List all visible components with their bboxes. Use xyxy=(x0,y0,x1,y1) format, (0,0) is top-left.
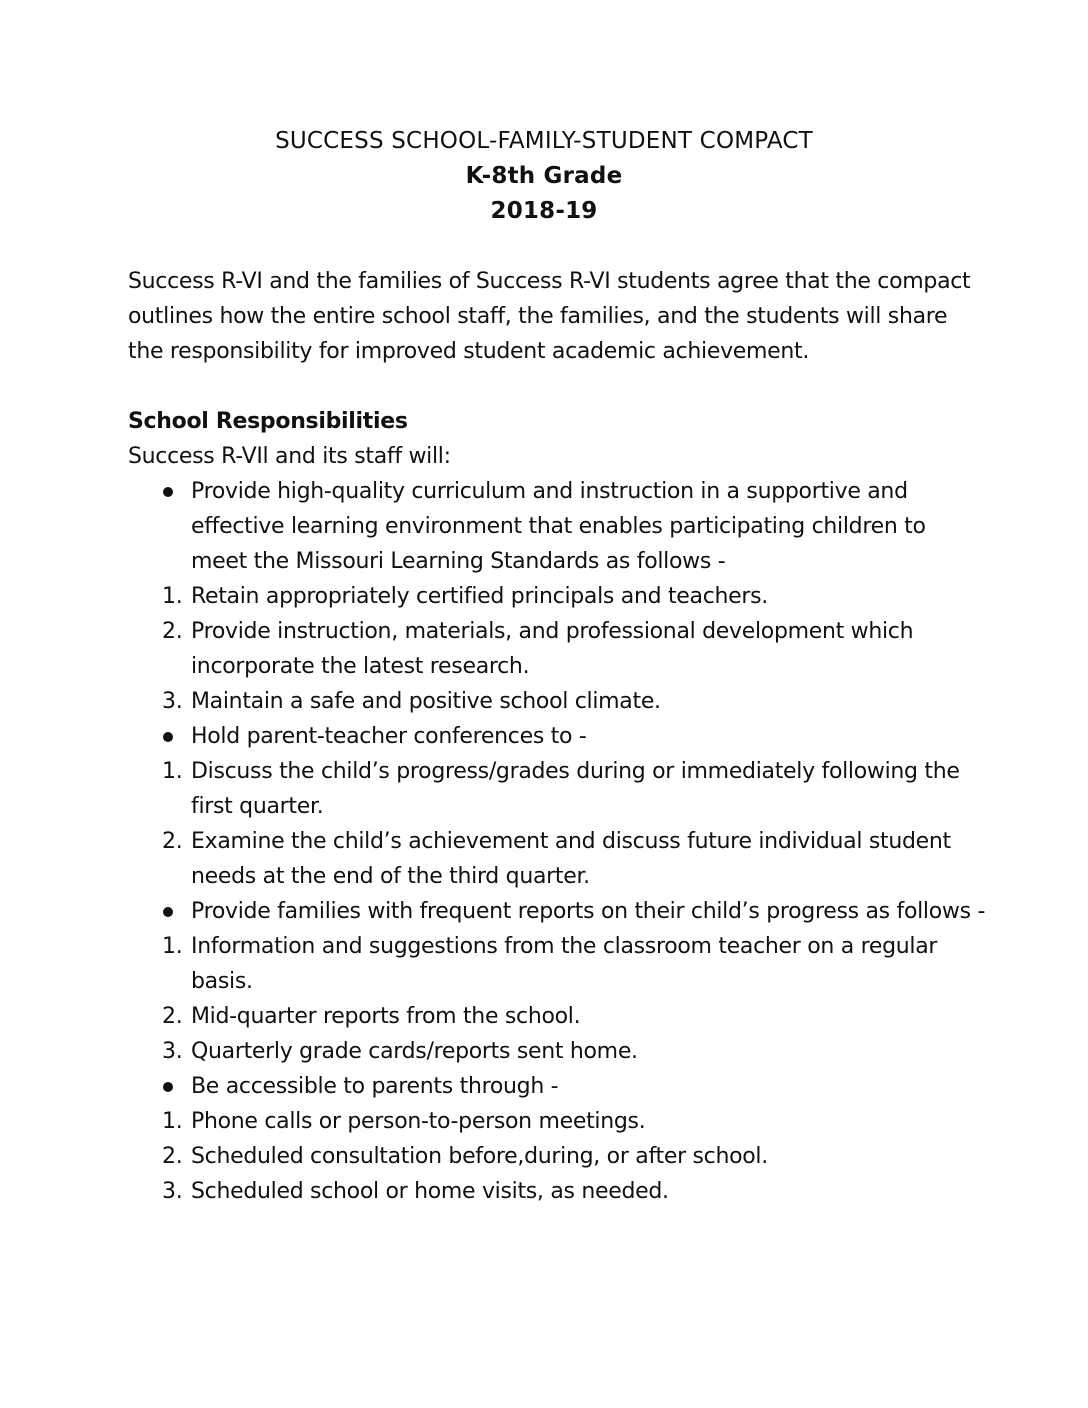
numbered-item xyxy=(128,684,988,719)
document-header xyxy=(0,124,1088,229)
document-body xyxy=(128,264,988,1209)
numbered-item xyxy=(128,754,988,824)
item-number: 2. xyxy=(162,619,183,644)
item-number: 2. xyxy=(162,829,183,854)
bullet-item xyxy=(128,894,988,929)
item-number: 1. xyxy=(162,934,183,959)
item-text: Maintain a safe and positive school climate. xyxy=(191,689,661,714)
item-number: 1. xyxy=(162,759,183,784)
item-number: 2. xyxy=(162,1004,183,1029)
numbered-item xyxy=(128,929,988,999)
item-text: Provide instruction, materials, and professional development which incorporate the latest research. xyxy=(191,619,914,679)
item-number: 1. xyxy=(162,1109,183,1134)
item-number: 2. xyxy=(162,1144,183,1169)
numbered-item xyxy=(128,1034,988,1069)
section-heading: School Responsibilities xyxy=(128,409,408,434)
numbered-item xyxy=(128,614,988,684)
bullet-item xyxy=(128,719,988,754)
bullet-text: Provide high-quality curriculum and instruction in a supportive and effective learning environment that enables participating children to meet the Missouri Learning Standards as follows - xyxy=(191,479,926,574)
item-text: Scheduled school or home visits, as needed. xyxy=(191,1179,669,1204)
section-lead: Success R-VIl and its staff will: xyxy=(128,444,451,469)
grade-range: K-8th Grade xyxy=(465,163,623,189)
bullet-item xyxy=(128,1069,988,1104)
item-text: Mid-quarter reports from the school. xyxy=(191,1004,581,1029)
numbered-item xyxy=(128,579,988,614)
bullet-item xyxy=(128,474,988,579)
item-number: 3. xyxy=(162,1039,183,1064)
school-year: 2018-19 xyxy=(490,198,598,224)
item-number: 1. xyxy=(162,584,183,609)
bullet-text: Be accessible to parents through - xyxy=(191,1074,559,1099)
item-text: Scheduled consultation before,during, or after school. xyxy=(191,1144,768,1169)
numbered-item xyxy=(128,1174,988,1209)
item-text: Information and suggestions from the classroom teacher on a regular basis. xyxy=(191,934,938,994)
document-title: SUCCESS SCHOOL-FAMILY-STUDENT COMPACT xyxy=(275,128,813,154)
numbered-item xyxy=(128,1104,988,1139)
item-text: Discuss the child’s progress/grades during or immediately following the first quarter. xyxy=(191,759,960,819)
bullet-text: Provide families with frequent reports on their child’s progress as follows - xyxy=(191,899,986,924)
numbered-item xyxy=(128,1139,988,1174)
item-text: Retain appropriately certified principals and teachers. xyxy=(191,584,768,609)
item-number: 3. xyxy=(162,689,183,714)
item-text: Quarterly grade cards/reports sent home. xyxy=(191,1039,638,1064)
item-text: Examine the child’s achievement and discuss future individual student needs at the end of the third quarter. xyxy=(191,829,951,889)
bullet-text: Hold parent-teacher conferences to - xyxy=(191,724,587,749)
item-number: 3. xyxy=(162,1179,183,1204)
numbered-item xyxy=(128,824,988,894)
numbered-item xyxy=(128,999,988,1034)
item-text: Phone calls or person-to-person meetings. xyxy=(191,1109,646,1134)
intro-paragraph: Success R-VI and the families of Success R-VI students agree that the compact outlines how the entire school staff, the families, and the students will share the responsibility for improved student academic achievement. xyxy=(128,269,971,364)
